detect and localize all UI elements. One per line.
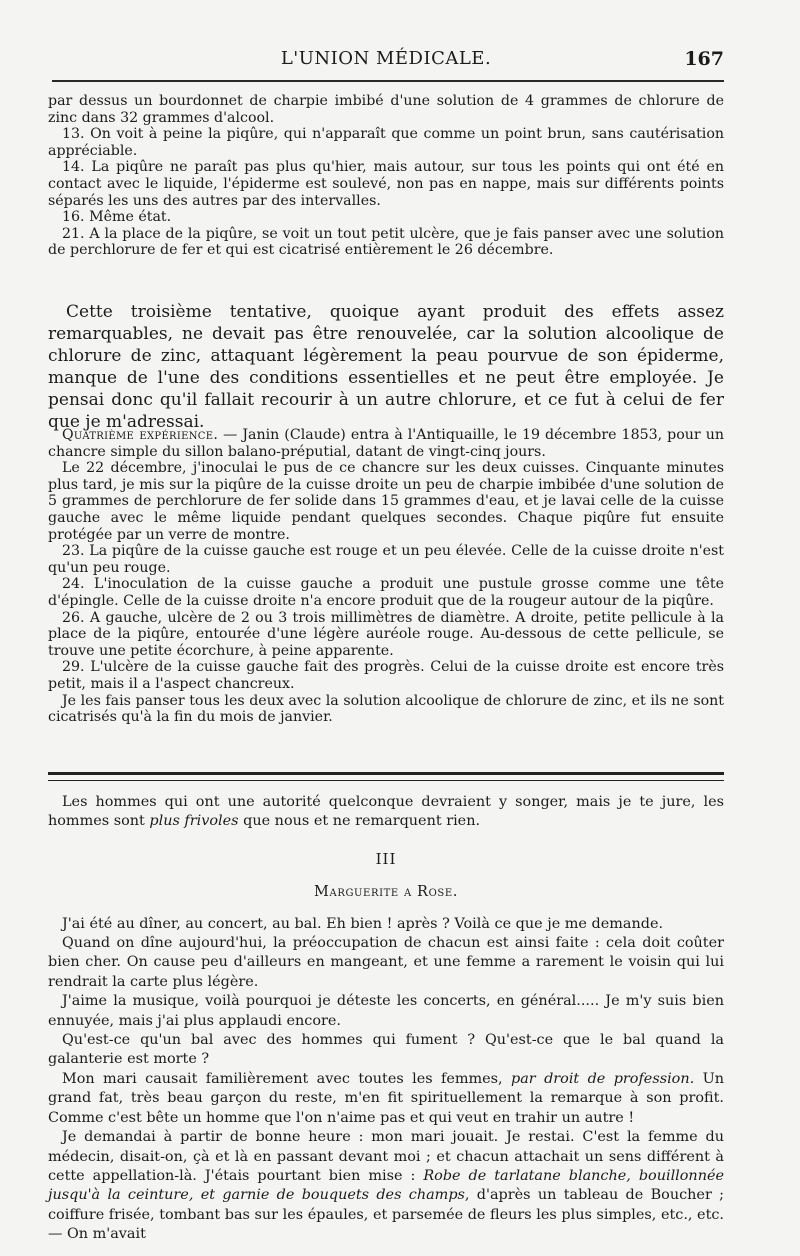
paragraph: Cette troisième tentative, quoique ayant produit des effets assez remarquables, ne devait pas être renouvelée, car la solution alcoolique de chlorure de zinc, attaquant légèrement la peau pourvue de son épiderme, manque de l'une des conditions essentielles et ne peut être employée. Je pensai donc qu'il fallait recourir à un autre chlorure, et ce fut à celui de fer que je m'adressai. — [48, 302, 724, 432]
paragraph: 29. L'ulcère de la cuisse gauche fait des progrès. Celui de la cuisse droite est encore très petit, mais il a l'aspect chancreux. — [48, 659, 724, 692]
paragraph: Qu'est-ce qu'un bal avec des hommes qui fument ? Qu'est-ce que le bal quand la galanterie est morte ? — [48, 1032, 724, 1068]
feuilleton — [48, 793, 724, 1245]
paragraph — [48, 1128, 724, 1244]
text-run: , d'après un tableau de Boucher ; coiffure frisée, tombant bas sur les épaules, et parsemée de fleurs les plus simples, etc., etc. — On m'avait — [48, 1187, 724, 1243]
discussion-paragraph — [48, 301, 724, 433]
header-rule — [52, 80, 724, 82]
text-run: Les hommes qui ont une autorité quelconque devraient y songer, mais je te jure, les hommes sont — [48, 794, 724, 830]
paragraph: 14. La piqûre ne paraît pas plus qu'hier, mais autour, sur tous les points qui ont été en contact avec le liquide, l'épiderme est soulevé, non pas en nappe, mais sur différents points séparés les uns des autres par des intervalles. — [48, 159, 724, 209]
feuilleton-separator — [48, 772, 724, 781]
experiment-intro-text: — Janin (Claude) entra à l'Antiquaille, le 19 décembre 1853, pour un chancre simple du sillon balano-préputial, datant de vingt-cinq jours. — [48, 427, 724, 460]
fourth-experiment — [48, 427, 724, 726]
paragraph: Quand on dîne aujourd'hui, la préoccupation de chacun est ainsi faite : cela doit coûter bien cher. On cause peu d'ailleurs en mangeant, et une femme a rarement le voisin qui lui rendrait la carte plus légère. — [48, 935, 724, 990]
page-header — [48, 44, 724, 74]
case-notes-continued — [48, 93, 724, 259]
paragraph: 21. A la place de la piqûre, se voit un tout petit ulcère, que je fais panser avec une solution de perchlorure de fer et qui est cicatrisé entièrement le 26 décembre. — [48, 225, 724, 259]
feuilleton-intro — [48, 793, 724, 832]
text-run: que nous et ne remarquent rien. — [238, 813, 481, 830]
paragraph — [48, 1070, 724, 1128]
paragraph: 13. On voit à peine la piqûre, qui n'apparaît que comme un point brun, sans cautérisation appréciable. — [48, 126, 724, 159]
paragraph: par dessus un bourdonnet de charpie imbibé d'une solution de 4 grammes de chlorure de zinc dans 32 grammes d'alcool. — [48, 93, 724, 126]
section-title: Marguerite a Rose. — [314, 884, 458, 901]
text-run: Je demandai à partir de bonne heure : mon mari jouait. Je restai. C'est la femme du médecin, disait-on, çà et là en passant devant moi ; et chacun attachait un sens différent à cette appellation-là. J'étais pourtant bien mise : — [48, 1129, 724, 1184]
paragraph: Je les fais panser tous les deux avec la solution alcoolique de chlorure de zinc, et ils ne sont cicatrisés qu'à la fin du mois de janvier. — [48, 692, 724, 726]
italic-run: par droit de profession. — [511, 1070, 695, 1087]
experiment-intro — [48, 427, 724, 460]
paragraph: 16. Même état. — [62, 209, 172, 226]
text-run: Mon mari causait familièrement avec toutes les femmes, — [62, 1070, 512, 1087]
running-title: L'UNION MÉDICALE. — [280, 48, 492, 69]
experiment-label: Quatrième expérience. — [62, 427, 219, 443]
paragraph: 23. La piqûre de la cuisse gauche est rouge et un peu élevée. Celle de la cuisse droite n'est qu'un peu rouge. — [48, 543, 724, 576]
page-number: 167 — [684, 48, 724, 70]
section-numeral: III — [375, 849, 397, 868]
paragraph: J'aime la musique, voilà pourquoi je déteste les concerts, en général..... Je m'y suis bien ennuyée, mais j'ai plus applaudi encore. — [48, 993, 724, 1029]
paragraph: 26. A gauche, ulcère de 2 ou 3 trois millimètres de diamètre. A droite, petite pellicule à la place de la piqûre, entourée d'une légère auréole rouge. Au-dessous de cette pellicule, se trouve une petite écorchure, à peine apparente. — [48, 609, 724, 659]
italic-run: plus frivoles — [149, 813, 239, 830]
paragraph: J'ai été au dîner, au concert, au bal. Eh bien ! après ? Voilà ce que je me demande. — [62, 915, 664, 932]
italic-run: Robe de tarlatane blanche, bouillonnée jusqu'à la ceinture, et garnie de bouquets des champs — [48, 1167, 725, 1204]
paragraph: Le 22 décembre, j'inoculai le pus de ce chancre sur les deux cuisses. Cinquante minutes plus tard, je mis sur la piqûre de la cuisse droite un peu de charpie imbibée d'une solution de 5 grammes de perchlorure de fer solide dans 15 grammes d'eau, et je lavai celle de la cuisse gauche avec le même liquide pendant quelques secondes. Chaque piqûre fut ensuite protégée par un verre de montre. — [48, 460, 724, 543]
text-run: Un grand fat, très beau garçon du reste, m'en fit spirituellement la remarque à son profit. Comme c'est bête un homme que l'on n'aime pas et qui veut en trahir un autre ! — [48, 1070, 724, 1126]
paragraph: 24. L'inoculation de la cuisse gauche a produit une pustule grosse comme une tête d'épingle. Celle de la cuisse droite n'a encore produit que de la rougeur autour de la piqûre. — [48, 576, 724, 609]
